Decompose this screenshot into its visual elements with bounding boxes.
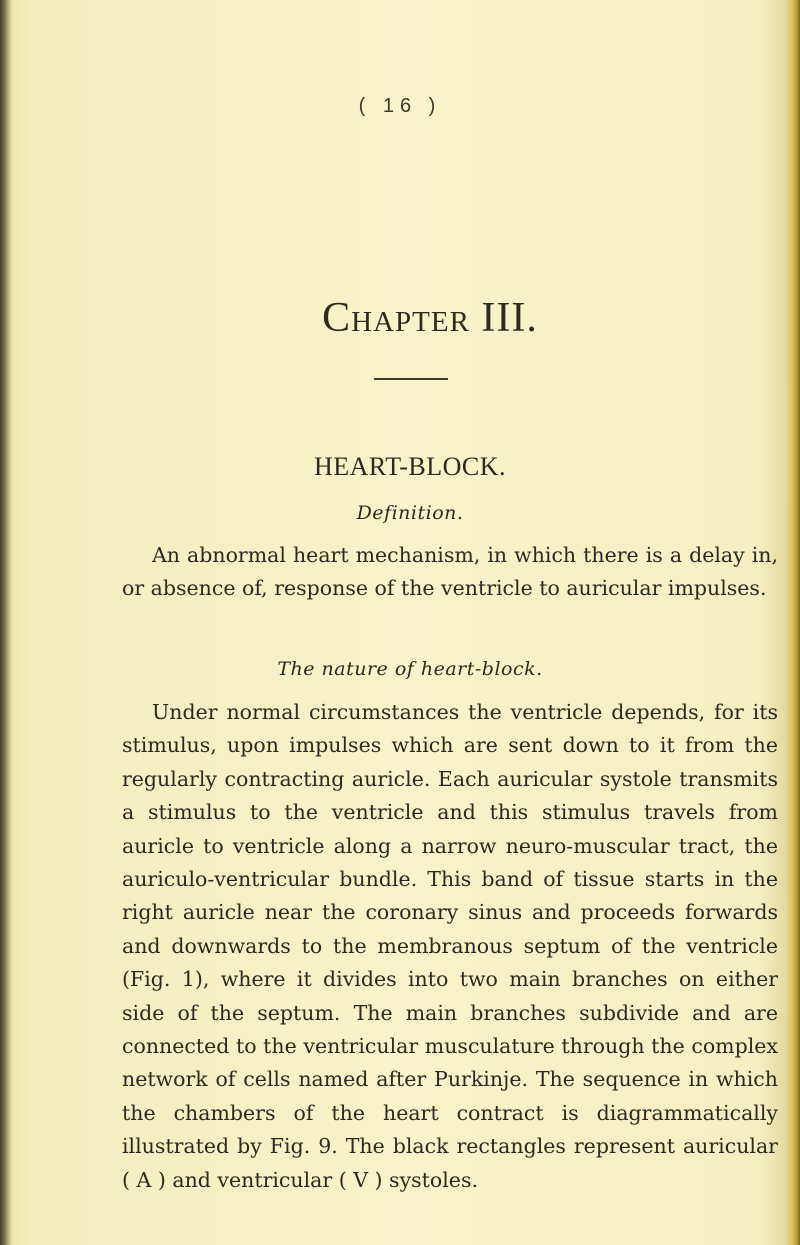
title-divider	[374, 378, 448, 380]
subsection-heading-definition: Definition.	[356, 502, 464, 524]
definition-paragraph: An abnormal heart mechanism, in which there is a delay in, or absence of, response of the ventricle to auricular impulses.	[122, 543, 778, 601]
page-binding-edge	[0, 0, 12, 1245]
page-right-edge	[786, 0, 800, 1245]
nature-paragraph: Under normal circumstances the ventricle depends, for its stimulus, upon impulses which are sent down to it from the regularly contracting auricle. Each auricular systole transmits a stimulus to the ventricle and this stimulus travels from auricle to ventricle along a narrow neuro-muscular tract, the auriculo-ventricular bundle. This band of tissue starts in the right auricle near the coronary sinus and proceeds forwards and downwards to the membranous septum of the ventricle (Fig. 1), where it divides into two main branches on either side of the septum. The main branches subdivide and are connected to the ventricular musculature through the complex network of cells named after Purkinje. The sequence in which the chambers of the heart contract is diagrammatically illustrated by Fig. 9. The black rectangles represent auricular ( A ) and ventricular ( V ) systoles.	[122, 700, 778, 1192]
chapter-title: Chapter III.	[322, 295, 538, 341]
subsection-heading-nature: The nature of heart-block.	[277, 658, 543, 680]
page-number: ( 16 )	[358, 95, 442, 117]
section-title: HEART-BLOCK.	[314, 452, 506, 481]
